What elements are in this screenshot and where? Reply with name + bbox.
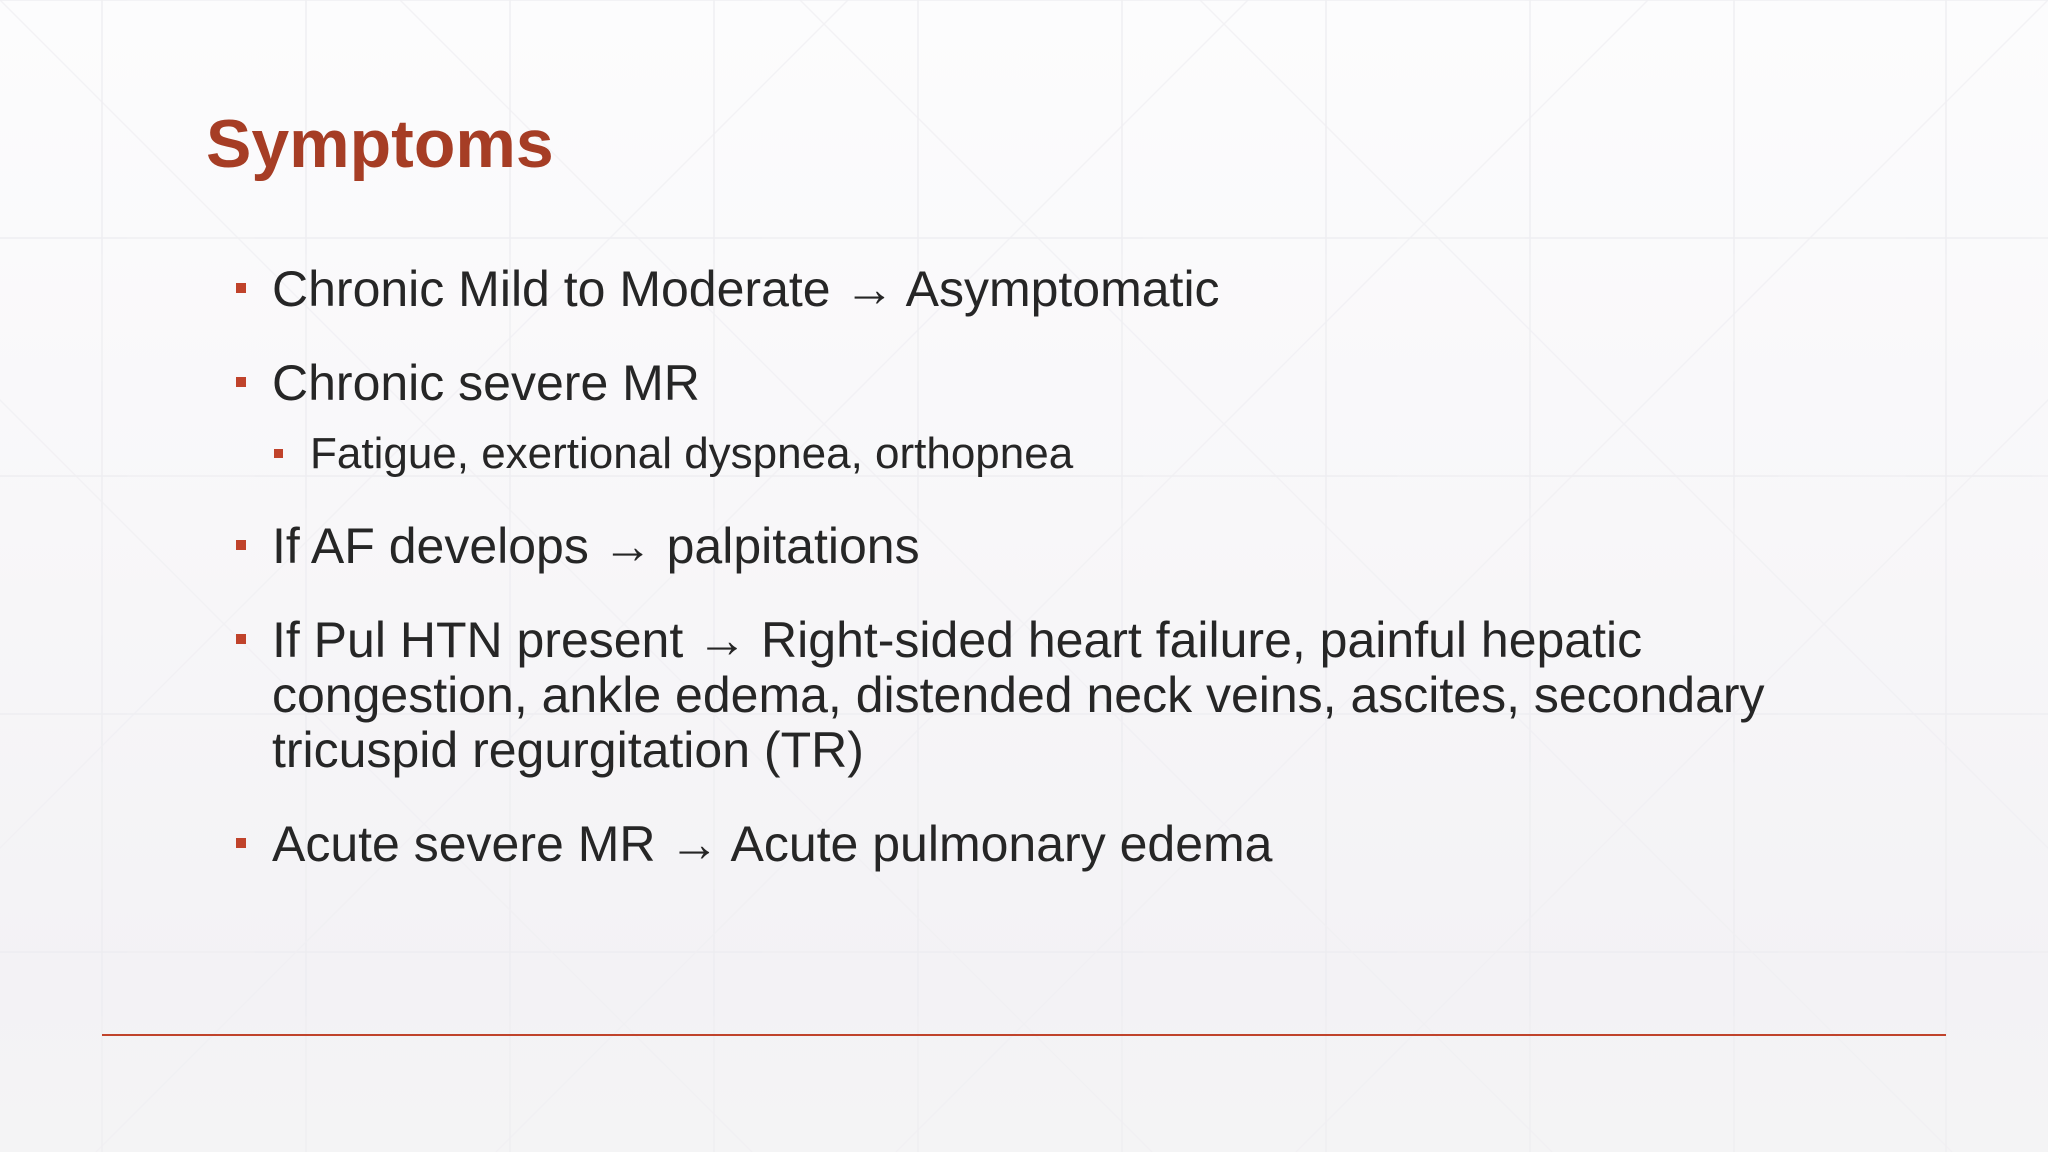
square-bullet-icon	[236, 377, 246, 387]
bullet-text: Chronic severe MR	[272, 355, 700, 411]
bullet-text: Acute severe MR → Acute pulmonary edema	[272, 816, 1273, 872]
bullet-text: If Pul HTN present → Right-sided heart failure, painful hepatic congestion, ankle edema, distended neck veins, ascites, secondary tricuspid regurgitation (TR)	[272, 612, 1765, 778]
footer-divider	[102, 1034, 1946, 1036]
square-bullet-icon	[274, 449, 283, 458]
bullet-item	[234, 262, 1834, 317]
bullet-text: Chronic Mild to Moderate → Asymptomatic	[272, 261, 1220, 317]
bullet-item	[234, 817, 1834, 872]
sub-bullet-text: Fatigue, exertional dyspnea, orthopnea	[310, 429, 1074, 478]
bullet-list	[234, 262, 1834, 911]
bullet-text: If AF develops → palpitations	[272, 518, 920, 574]
square-bullet-icon	[236, 634, 246, 644]
slide-title: Symptoms	[206, 106, 554, 182]
bullet-item	[234, 519, 1834, 574]
bullet-item	[234, 356, 1834, 411]
square-bullet-icon	[236, 283, 246, 293]
bullet-item	[234, 613, 1834, 778]
sub-bullet-item	[272, 429, 1834, 479]
square-bullet-icon	[236, 540, 246, 550]
square-bullet-icon	[236, 838, 246, 848]
